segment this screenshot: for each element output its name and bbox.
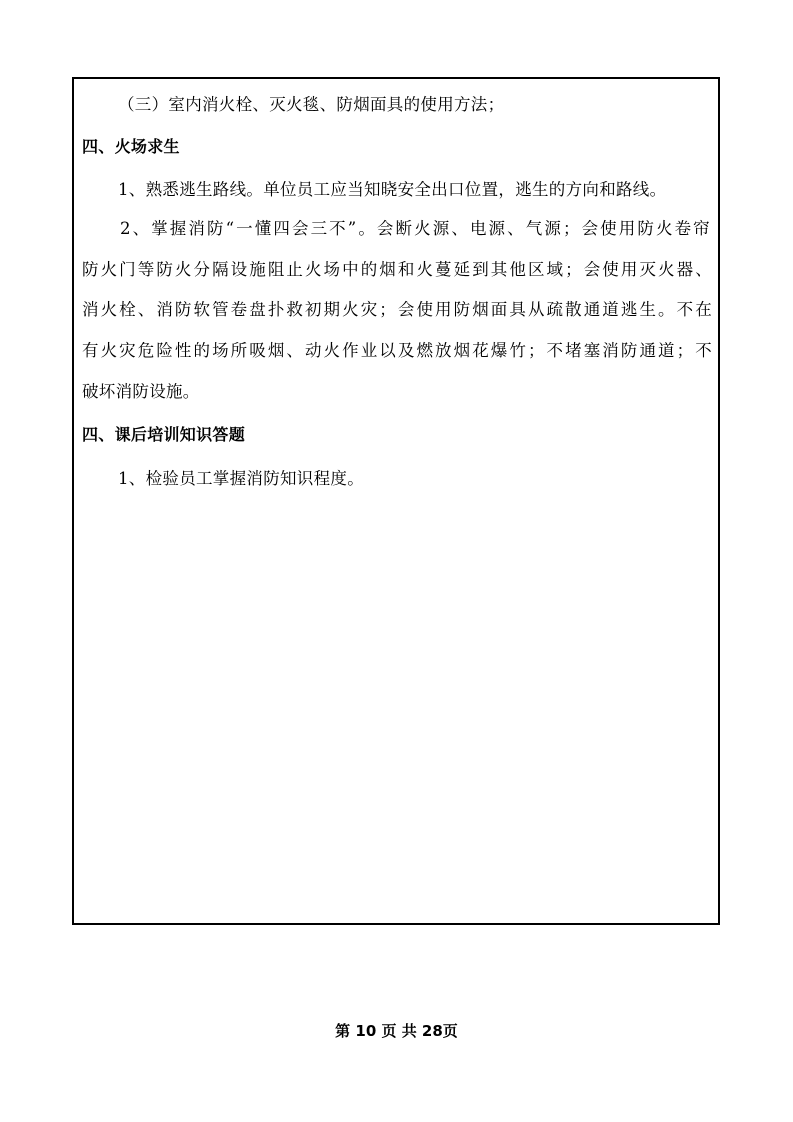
item-3-text: （三）室内消火栓、灭火毯、防烟面具的使用方法； [118, 95, 505, 114]
paragraph-2-line-5: 破坏消防设施。 [82, 382, 200, 401]
paragraph-2-line-2: 防火门等防火分隔设施阻止火场中的烟和火蔓延到其他区域；会使用灭火器、 [82, 260, 712, 279]
quiz-item-1: 1、检验员工掌握消防知识程度。 [118, 469, 364, 488]
section-heading-fire-escape: 四、火场求生 [82, 137, 180, 156]
paragraph-2-line-4: 有火灾危险性的场所吸烟、动火作业以及燃放烟花爆竹；不堵塞消防通道；不 [82, 341, 712, 360]
paragraph-2-line-3: 消火栓、消防软管卷盘扑救初期火灾；会使用防烟面具从疏散通道逃生。不在 [82, 300, 712, 319]
content-frame [72, 77, 720, 925]
paragraph-1: 1、熟悉逃生路线。单位员工应当知晓安全出口位置，逃生的方向和路线。 [118, 180, 667, 199]
paragraph-2-line-1: 2、掌握消防“一懂四会三不”。会断火源、电源、气源；会使用防火卷帘 [120, 219, 710, 238]
page-number-footer: 第 10 页 共 28页 [335, 1022, 458, 1040]
section-heading-quiz: 四、课后培训知识答题 [82, 425, 246, 444]
